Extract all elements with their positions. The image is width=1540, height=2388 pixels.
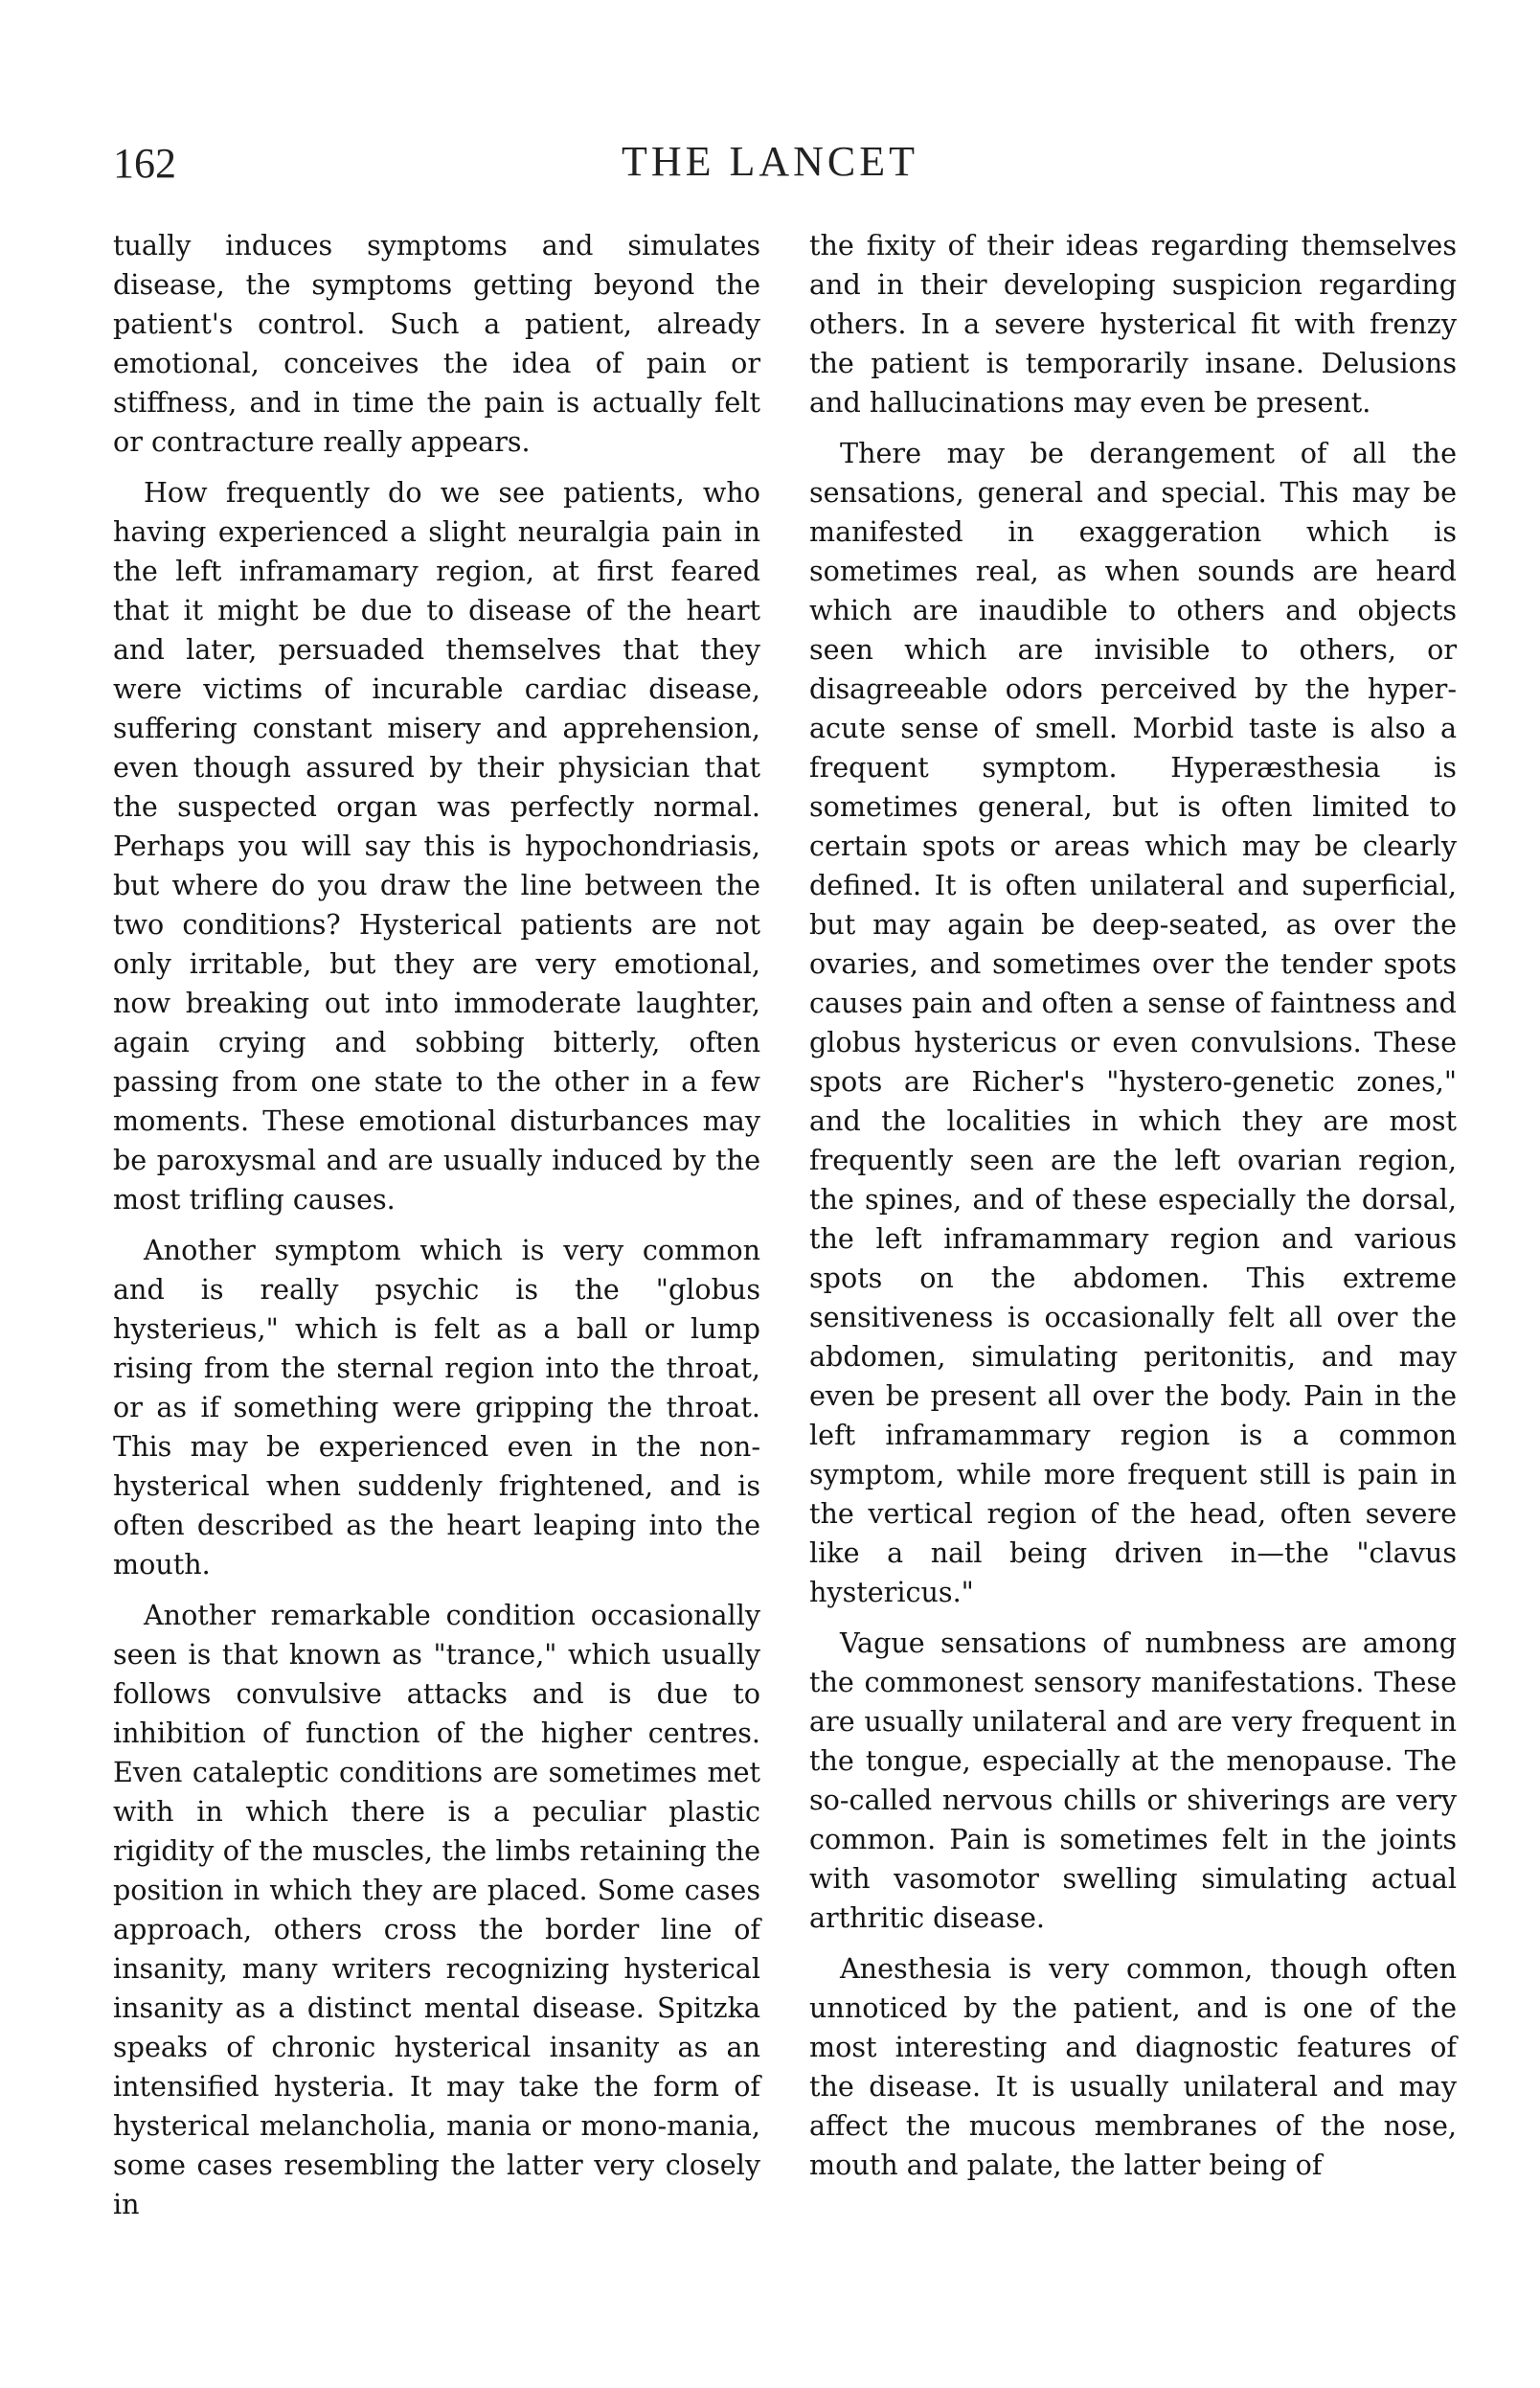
paragraph: the fixity of their ideas regarding themselves and in their developing suspicion regarding others. In a severe hysterical fit with frenzy the patient is temporarily insane. Delusions and hallucinations may even be present. xyxy=(809,229,1457,419)
page-number: 162 xyxy=(113,140,176,187)
running-title: THE LANCET xyxy=(621,138,919,185)
paragraph: Another remarkable condition occasionally seen is that known as "trance," which usually follows convulsive attacks and is due to inhibition of function of the higher centres. Even cataleptic conditions are sometimes met with in which there is a peculiar plastic rigidity of the muscles, the limbs retaining the position in which they are placed. Some cases approach, others cross the border line of insanity, many writers recognizing hysterical insanity as a distinct mental disease. Spitzka speaks of chronic hysterical insanity as an intensified hysteria. It may take the form of hysterical melancholia, mania or mono-mania, some cases resembling the latter very closely in xyxy=(113,1599,760,2220)
page-header xyxy=(0,0,1540,220)
right-column xyxy=(809,226,1457,2185)
paragraph: How frequently do we see patients, who having experienced a slight neuralgia pain in the left inframamary region, at first feared that it might be due to disease of the heart and later, persuaded themselves that they were victims of incurable cardiac disease, suffering constant misery and apprehension, even though assured by their physician that the suspected organ was perfectly normal. Perhaps you will say this is hypochondriasis, but where do you draw the line between the two conditions? Hysterical patients are not only irritable, but they are very emotional, now breaking out into immoderate laughter, again crying and sobbing bitterly, often passing from one state to the other in a few moments. These emotional disturbances may be paroxysmal and are usually induced by the most trifling causes. xyxy=(113,476,760,1216)
paragraph: There may be derangement of all the sensations, general and special. This may be manifested in exaggeration which is sometimes real, as when sounds are heard which are inaudible to others and objects seen which are invisible to others, or disagreeable odors perceived by the hyper-acute sense of smell. Morbid taste is also a frequent symptom. Hyperæsthesia is sometimes general, but is often limited to certain spots or areas which may be clearly defined. It is often unilateral and superficial, but may again be deep-seated, as over the ovaries, and sometimes over the tender spots causes pain and often a sense of faintness and globus hystericus or even convulsions. These spots are Richer's "hystero-genetic zones," and the localities in which they are most frequently seen are the left ovarian region, the spines, and of these especially the dorsal, the left inframammary region and various spots on the abdomen. This extreme sensitiveness is occasionally felt all over the abdomen, simulating peritonitis, and may even be present all over the body. Pain in the left inframammary region is a common symptom, while more frequent still is pain in the vertical region of the head, often severe like a nail being driven in—the "clavus hystericus." xyxy=(809,437,1457,1608)
paragraph: Anesthesia is very common, though often unnoticed by the patient, and is one of the most interesting and diagnostic features of the disease. It is usually unilateral and may affect the mucous membranes of the nose, mouth and palate, the latter being of xyxy=(809,1952,1457,2181)
paragraph: Vague sensations of numbness are among the commonest sensory manifestations. These are usually unilateral and are very frequent in the tongue, especially at the menopause. The so-called nervous chills or shiverings are very common. Pain is sometimes felt in the joints with vasomotor swelling simulating actual arthritic disease. xyxy=(809,1626,1457,1934)
left-column xyxy=(113,226,760,2224)
paragraph: Another symptom which is very common and is really psychic is the "globus hysterieus," which is felt as a ball or lump rising from the sternal region into the throat, or as if something were gripping the throat. This may be experienced even in the non-hysterical when suddenly frightened, and is often described as the heart leaping into the mouth. xyxy=(113,1234,760,1581)
paragraph: tually induces symptoms and simulates disease, the symptoms getting beyond the patient's control. Such a patient, already emotional, conceives the idea of pain or stiffness, and in time the pain is actually felt or contracture really appears. xyxy=(113,229,760,458)
